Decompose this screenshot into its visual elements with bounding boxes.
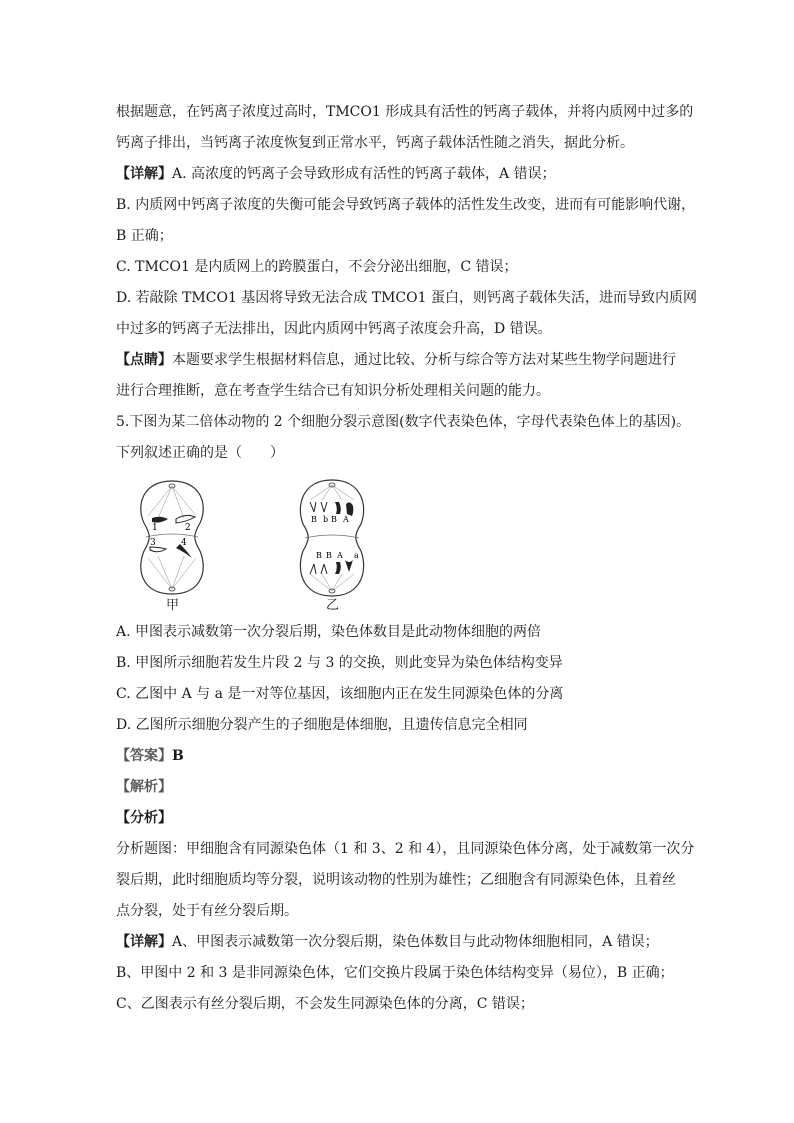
intro-line-1: 根据题意，在钙离子浓度过高时，TMCO1 形成具有活性的钙离子载体，并将内质网中过多的 xyxy=(116,104,694,120)
fenxi-tag: 【分析】 xyxy=(116,810,172,826)
chromosome-yi-4 xyxy=(346,502,353,516)
label-num-3: 3 xyxy=(150,538,156,548)
gene-label-B-4: B xyxy=(326,551,332,560)
chromosome-yi-2 xyxy=(321,502,327,512)
q5-stem-1: 5.下图为某二倍体动物的 2 个细胞分裂示意图(数字代表染色体，字母代表染色体上的基因)。 xyxy=(116,414,691,430)
q5-fenxi-tag xyxy=(116,808,696,828)
q5-detail-b: B、甲图中 2 和 3 是非同源染色体，它们交换片段属于染色体结构变异（易位），B 正确； xyxy=(116,965,674,981)
cell-yi-outline xyxy=(300,480,363,596)
q5-fenxi-1: 分析题图：甲细胞含有同源染色体（1 和 3、2 和 4），且同源染色体分离，处于减数第一次分 xyxy=(116,841,695,857)
chromosome-yi-3 xyxy=(335,502,341,514)
q5-detail-a-text: A、甲图表示减数第一次分裂后期，染色体数目与此动物体细胞相同，A 错误； xyxy=(172,934,659,950)
chromosome-2 xyxy=(176,515,195,523)
answer-value: B xyxy=(172,748,184,764)
q4-option-b-detail-1: B. 内质网中钙离子浓度的失衡可能会导致钙离子载体的活性发生改变，进而有可能影响代谢， xyxy=(116,197,696,213)
gene-label-a: a xyxy=(354,551,359,560)
chromosome-1 xyxy=(152,517,168,523)
q5-detail-a xyxy=(116,932,696,952)
detail-tag: 【详解】 xyxy=(116,934,172,950)
q5-option-b: B. 甲图所示细胞若发生片段 2 与 3 的交换，则此变异为染色体结构变异 xyxy=(116,655,563,671)
spindle-fibers-bottom xyxy=(310,574,354,591)
q4-option-c-detail: C. TMCO1 是内质网上的跨膜蛋白，不会分泌出细胞，C 错误； xyxy=(116,259,518,275)
spindle-fibers-top xyxy=(148,486,196,518)
cell-jia xyxy=(141,481,203,594)
chromosome-yi-5 xyxy=(310,564,316,574)
figure-label-jia: 甲 xyxy=(166,598,180,613)
q4-option-a-detail xyxy=(116,164,696,184)
q4-comment-text: 本题要求学生根据材料信息，通过比较、分析与综合等方法对某些生物学问题进行 xyxy=(172,352,676,368)
q5-fenxi-3: 点分裂，处于有丝分裂后期。 xyxy=(116,903,298,919)
label-num-4: 4 xyxy=(181,538,187,548)
intro-line-2: 钙离子排出，当钙离子浓度恢复到正常水平，钙离子载体活性随之消失，据此分析。 xyxy=(116,135,634,151)
q5-option-a: A. 甲图表示减数第一次分裂后期，染色体数目是此动物体细胞的两倍 xyxy=(116,624,542,640)
q4-option-b-detail-2: B 正确； xyxy=(116,228,173,244)
gene-label-B-2: B xyxy=(331,515,337,524)
gene-label-b: b xyxy=(323,515,329,524)
gene-label-A-2: A xyxy=(337,551,343,560)
cleavage-line xyxy=(305,535,359,538)
chromosome-yi-7 xyxy=(335,562,341,574)
q5-answer xyxy=(116,746,696,766)
q4-detail-a-text: A. 高浓度的钙离子会导致形成有活性的钙离子载体，A 错误； xyxy=(172,166,556,182)
q5-option-d: D. 乙图所示细胞分裂产生的子细胞是体细胞，且遗传信息完全相同 xyxy=(116,717,528,733)
q5-fenxi-2: 裂后期，此时细胞质均等分裂，说明该动物的性别为雄性；乙细胞含有同源染色体，且着丝 xyxy=(116,872,676,888)
analysis-tag: 【解析】 xyxy=(116,779,172,795)
q5-option-c: C. 乙图中 A 与 a 是一对等位基因，该细胞内正在发生同源染色体的分离 xyxy=(116,686,564,702)
cleavage-line xyxy=(146,534,198,537)
figure-label-yi: 乙 xyxy=(326,598,340,613)
comment-tag: 【点睛】 xyxy=(116,352,172,368)
cell-division-figure xyxy=(130,478,390,613)
q4-comment-2: 进行合理推断，意在考查学生结合已有知识分析处理相关问题的能力。 xyxy=(116,383,550,399)
cell-division-svg xyxy=(130,478,390,613)
q5-analysis-tag xyxy=(116,777,696,797)
label-num-2: 2 xyxy=(185,523,191,533)
q5-detail-c: C、乙图表示有丝分裂后期，不会发生同源染色体的分离，C 错误； xyxy=(116,996,534,1012)
detail-tag: 【详解】 xyxy=(116,166,172,182)
gene-label-B-3: B xyxy=(316,551,322,560)
label-num-1: 1 xyxy=(152,523,158,533)
gene-label-A-1: A xyxy=(343,515,349,524)
q4-option-d-detail-1: D. 若敲除 TMCO1 基因将导致无法合成 TMCO1 蛋白，则钙离子载体失活，进而导致内质网 xyxy=(116,290,697,306)
chromosome-yi-8 xyxy=(345,560,353,572)
q4-comment-1 xyxy=(116,350,696,370)
q5-stem-2: 下列叙述正确的是（ ） xyxy=(116,445,284,461)
spindle-fibers-bottom xyxy=(148,556,196,589)
cell-yi xyxy=(300,480,363,596)
gene-label-B-1: B xyxy=(311,515,317,524)
answer-tag: 【答案】 xyxy=(116,748,172,764)
chromosome-yi-6 xyxy=(321,564,327,574)
q4-option-d-detail-2: 中过多的钙离子无法排出，因此内质网中钙离子浓度会升高，D 错误。 xyxy=(116,321,552,337)
chromosome-yi-1 xyxy=(310,502,316,512)
